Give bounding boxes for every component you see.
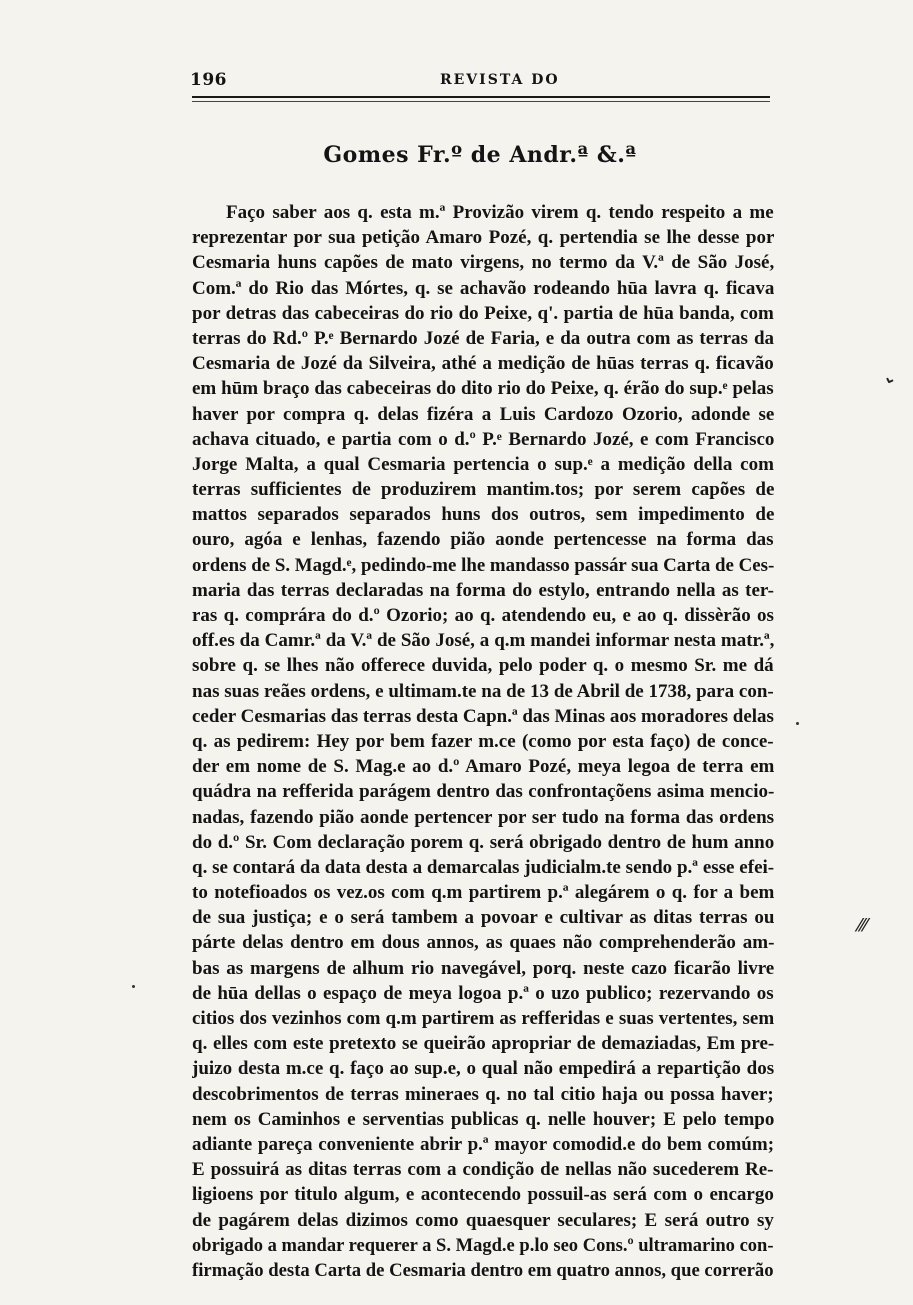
text-line: obrigado a mandar requerer a S. Magd.e p.lo seo Cons.º ultramarino con- xyxy=(192,1234,774,1256)
text-line: E possuirá as ditas terras com a condição de nellas não sucederem Re- xyxy=(192,1159,774,1181)
text-line: de hūa dellas o espaço de meya logoa p.ª o uzo publico; rezervando os xyxy=(192,982,774,1004)
header-rule xyxy=(192,96,770,98)
text-line: terras sufficientes de produzirem mantim.tos; por serem capões de xyxy=(192,479,774,501)
margin-dot xyxy=(796,722,799,725)
text-line: achava cituado, e partia com o d.º P.ᵉ Bernardo Jozé, e com Francisco xyxy=(192,428,774,450)
text-line: de pagárem delas dizimos como quaesquer seculares; E será outro sy xyxy=(192,1209,774,1231)
text-line: Faço saber aos q. esta m.ª Provizão virem q. tendo respeito a me xyxy=(226,202,774,223)
text-line: do d.º Sr. Com declaração porem q. será obrigado dentro de hum anno xyxy=(192,831,774,853)
text-line: citios dos vezinhos com q.m partirem as refferidas e suas vertentes, sem xyxy=(192,1008,774,1029)
margin-mark: ⁄⁄⁄ xyxy=(858,915,868,936)
text-line: der em nome de S. Mag.e ao d.º Amaro Pozé, meya legoa de terra em xyxy=(192,756,774,778)
text-line: párte delas dentro em dous annos, as quaes não comprehenderão am- xyxy=(192,932,774,954)
text-line: terras do Rd.º P.ᵉ Bernardo Jozé de Faria, e da outra com as terras da xyxy=(192,327,774,349)
text-line: por detras das cabeceiras do rio do Peixe, q'. partia de hūa banda, com xyxy=(192,302,774,324)
text-line: haver por compra q. delas fizéra a Luis Cardozo Ozorio, adonde se xyxy=(192,403,774,425)
margin-dot xyxy=(132,985,135,988)
text-line: reprezentar por sua petição Amaro Pozé, q. pertendia se lhe desse por xyxy=(192,227,774,249)
text-line: ras q. comprára do d.º Ozorio; ao q. atendendo eu, e ao q. dissèrão os xyxy=(192,605,774,626)
text-line: bas as margens de alhum rio navegável, porq. neste cazo ficarão livre xyxy=(192,957,774,979)
text-line: to notefioados os vez.os com q.m partirem p.ª alegárem o q. for a bem xyxy=(192,882,774,904)
text-line: sobre q. se lhes não offerece duvida, pelo poder q. o mesmo Sr. me dá xyxy=(192,655,774,677)
text-line: nas suas reães ordens, e ultimam.te na de 13 de Abril de 1738, para con- xyxy=(192,680,774,702)
text-line: quádra na refferida parágem dentro das confrontaçõens asima mencio- xyxy=(192,781,774,803)
page-number: 196 xyxy=(190,70,227,90)
text-line: off.es da Camr.ª da V.ª de São José, a q.m mandei informar nesta matr.ª, xyxy=(192,630,774,652)
text-line: de sua justiça; e o será tambem a povoar e cultivar as ditas terras ou xyxy=(192,907,774,929)
text-line: descobrimentos de terras mineraes q. no tal citio haja ou possa haver; xyxy=(192,1083,774,1105)
text-line: Cesmaria de Jozé da Silveira, athé a medição de hūas terras q. ficavão xyxy=(192,353,774,375)
text-line: ligioens por titulo algum, e acontecendo possuil-as será com o encargo xyxy=(192,1184,774,1206)
document-heading: Gomes Fr.º de Andr.ª &.ª xyxy=(323,142,637,168)
text-line: ordens de S. Magd.ᵉ, pedindo-me lhe mandasso passár sua Carta de Ces- xyxy=(192,554,774,576)
text-line: q. se contará da data desta a demarcalas judicialm.te sendo p.ª esse efei- xyxy=(192,856,774,878)
text-line: q. as pedirem: Hey por bem fazer m.ce (como por esta faço) de conce- xyxy=(192,730,774,752)
text-line: adiante pareça conveniente abrir p.ª mayor comodid.e do bem comúm; xyxy=(192,1133,774,1155)
margin-mark: ⌄ xyxy=(881,366,901,389)
text-line: Com.ª do Rio das Mórtes, q. se achavão rodeando hūa lavra q. ficava xyxy=(192,277,774,299)
text-line: nem os Caminhos e serventias publicas q. nelle houver; E pelo tempo xyxy=(192,1108,774,1130)
text-line: Cesmaria huns capões de mato virgens, no termo da V.ª de São José, xyxy=(192,252,774,274)
text-line: Jorge Malta, a qual Cesmaria pertencia o sup.ᵉ a medição della com xyxy=(192,453,774,475)
document-body xyxy=(192,200,774,1283)
text-line: ouro, agóa e lenhas, fazendo pião aonde pertencesse na forma das xyxy=(192,529,774,551)
header-rule-thin xyxy=(192,101,770,102)
text-line: firmação desta Carta de Cesmaria dentro em quatro annos, que correrão xyxy=(192,1259,774,1281)
running-head xyxy=(190,70,770,94)
text-line: em hūm braço das cabeceiras do dito rio do Peixe, q. érão do sup.ᵉ pelas xyxy=(192,378,774,400)
running-title: REVISTA DO xyxy=(440,72,560,88)
text-line: q. elles com este pretexto se queirão apropriar de demaziadas, Em pre- xyxy=(192,1033,774,1055)
text-line: juizo desta m.ce q. faço ao sup.e, o qual não empedirá a repartição dos xyxy=(192,1058,774,1080)
text-line: maria das terras declaradas na forma do estylo, entrando nella as ter- xyxy=(192,579,774,601)
text-line: mattos separados separados huns dos outros, sem impedimento de xyxy=(192,504,774,526)
text-line: ceder Cesmarias das terras desta Capn.ª das Minas aos moradores delas xyxy=(192,705,774,727)
text-line: nadas, fazendo pião aonde pertencer por ser tudo na forma das ordens xyxy=(192,806,774,828)
